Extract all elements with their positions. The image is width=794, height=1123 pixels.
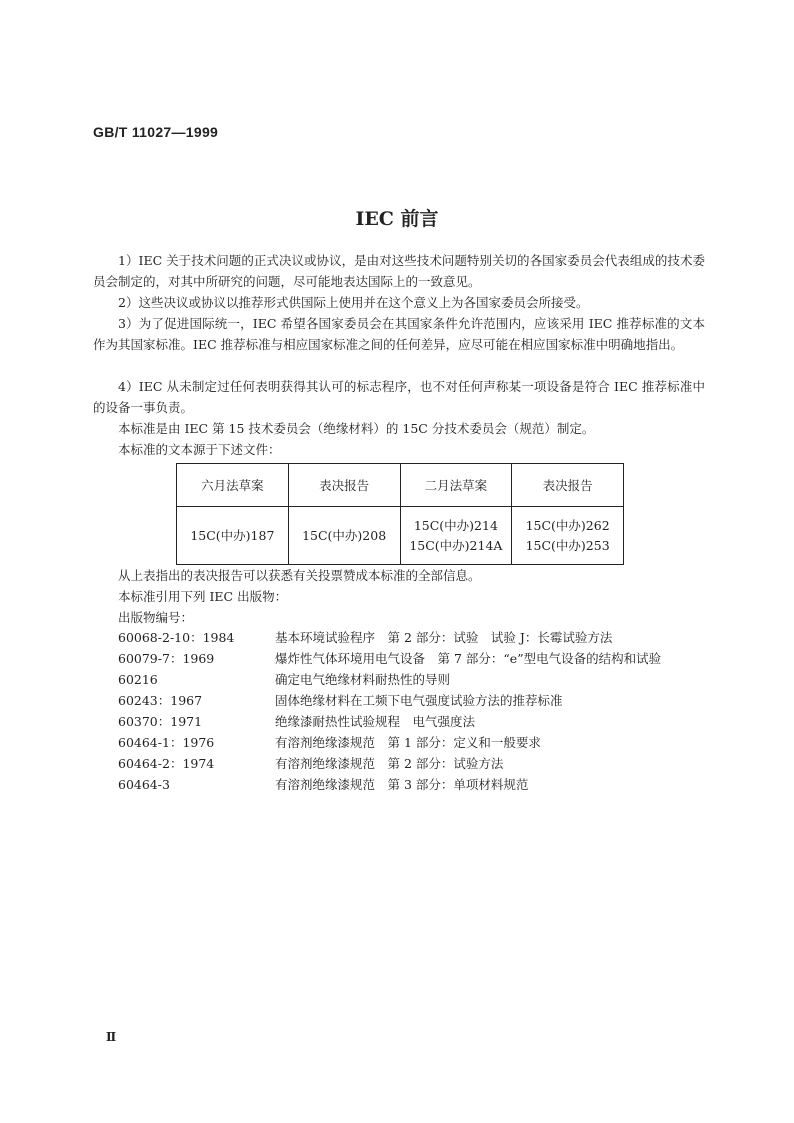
publication-number: 60068-2-10：1984 [118,630,235,645]
table-cell-line: 15C(中办)262 [525,517,610,533]
publication-row [118,670,450,690]
publication-number: 60464-2：1974 [118,756,215,771]
publication-number: 60079-7：1969 [118,651,215,666]
source-documents-table [176,463,624,565]
publication-title: 有溶剂绝缘漆规范 第 2 部分：试验方法 [275,756,504,771]
publication-title: 基本环境试验程序 第 2 部分：试验 试验 J：长霉试验方法 [275,630,613,645]
table-cell [400,507,512,565]
table-cell [512,507,624,565]
publication-title: 固体绝缘材料在工频下电气强度试验方法的推荐标准 [275,693,563,708]
after-table-note: 从上表指出的表决报告可以获悉有关投票赞成本标准的全部信息。 [118,568,481,583]
table-cell-line: 15C(中办)187 [190,527,275,543]
publication-number: 60243：1967 [118,693,203,708]
standard-code: GB/T 11027—1999 [93,124,219,140]
table-cell-line: 15C(中办)214A [409,537,503,553]
table-header-row [177,464,624,507]
publication-row [118,733,541,753]
publication-row [118,712,475,732]
publication-number-label: 出版物编号： [118,610,194,625]
paragraph-2: 2）这些决议或协议以推荐形式供国际上使用并在这个意义上为各国家委员会所接受。 [118,295,589,310]
table-cell-line: 15C(中办)253 [525,537,610,553]
publication-number: 60464-3 [118,777,170,792]
publications-intro: 本标准引用下列 IEC 出版物： [118,589,288,604]
table-cell [288,507,400,565]
publication-title: 爆炸性气体环境用电气设备 第 7 部分：“e”型电气设备的结构和试验 [275,651,662,666]
publication-row [118,649,661,669]
paragraph-3: 3）为了促进国际统一，IEC 希望各国家委员会在其国家条件允许范围内，应该采用 IEC 推荐标准的文本作为其国家标准。IEC 推荐标准与相应国家标准之间的任何差异，应尽可能在相应国家标准中明确地指出。 [93,316,705,352]
publication-title: 确定电气绝缘材料耐热性的导则 [275,672,451,687]
publication-title: 有溶剂绝缘漆规范 第 1 部分：定义和一般要求 [275,735,541,750]
publication-row [118,628,612,648]
table-cell-line: 15C(中办)208 [302,527,387,543]
publication-number: 60464-1：1976 [118,735,215,750]
table-header-cell: 二月法草案 [400,464,512,507]
table-cell [177,507,289,565]
publication-number: 60216 [118,672,158,687]
publication-row [118,754,503,774]
table-header-cell: 表决报告 [288,464,400,507]
table-row [177,507,624,565]
publication-number: 60370：1971 [118,714,203,729]
publication-title: 绝缘漆耐热性试验规程 电气强度法 [275,714,476,729]
table-header-cell: 表决报告 [512,464,624,507]
paragraph-1: 1）IEC 关于技术问题的正式决议或协议，是由对这些技术问题特别关切的各国家委员会代表组成的技术委员会制定的，对其中所研究的问题，尽可能地表达国际上的一致意见。 [93,253,705,289]
publication-row [118,775,528,795]
table-cell-line: 15C(中办)214 [413,517,498,533]
page-title: IEC 前言 [355,208,439,230]
page-number: Ⅱ [106,1030,117,1044]
publication-row [118,691,563,711]
developed-by-statement: 本标准是由 IEC 第 15 技术委员会（绝缘材料）的 15C 分技术委员会（规范）制定。 [118,421,595,436]
publication-title: 有溶剂绝缘漆规范 第 3 部分：单项材料规范 [275,777,529,792]
paragraph-4: 4）IEC 从未制定过任何表明获得其认可的标志程序，也不对任何声称某一项设备是符合 IEC 推荐标准中的设备一事负责。 [93,379,705,415]
source-intro: 本标准的文本源于下述文件： [118,442,281,457]
table-header-cell: 六月法草案 [177,464,289,507]
